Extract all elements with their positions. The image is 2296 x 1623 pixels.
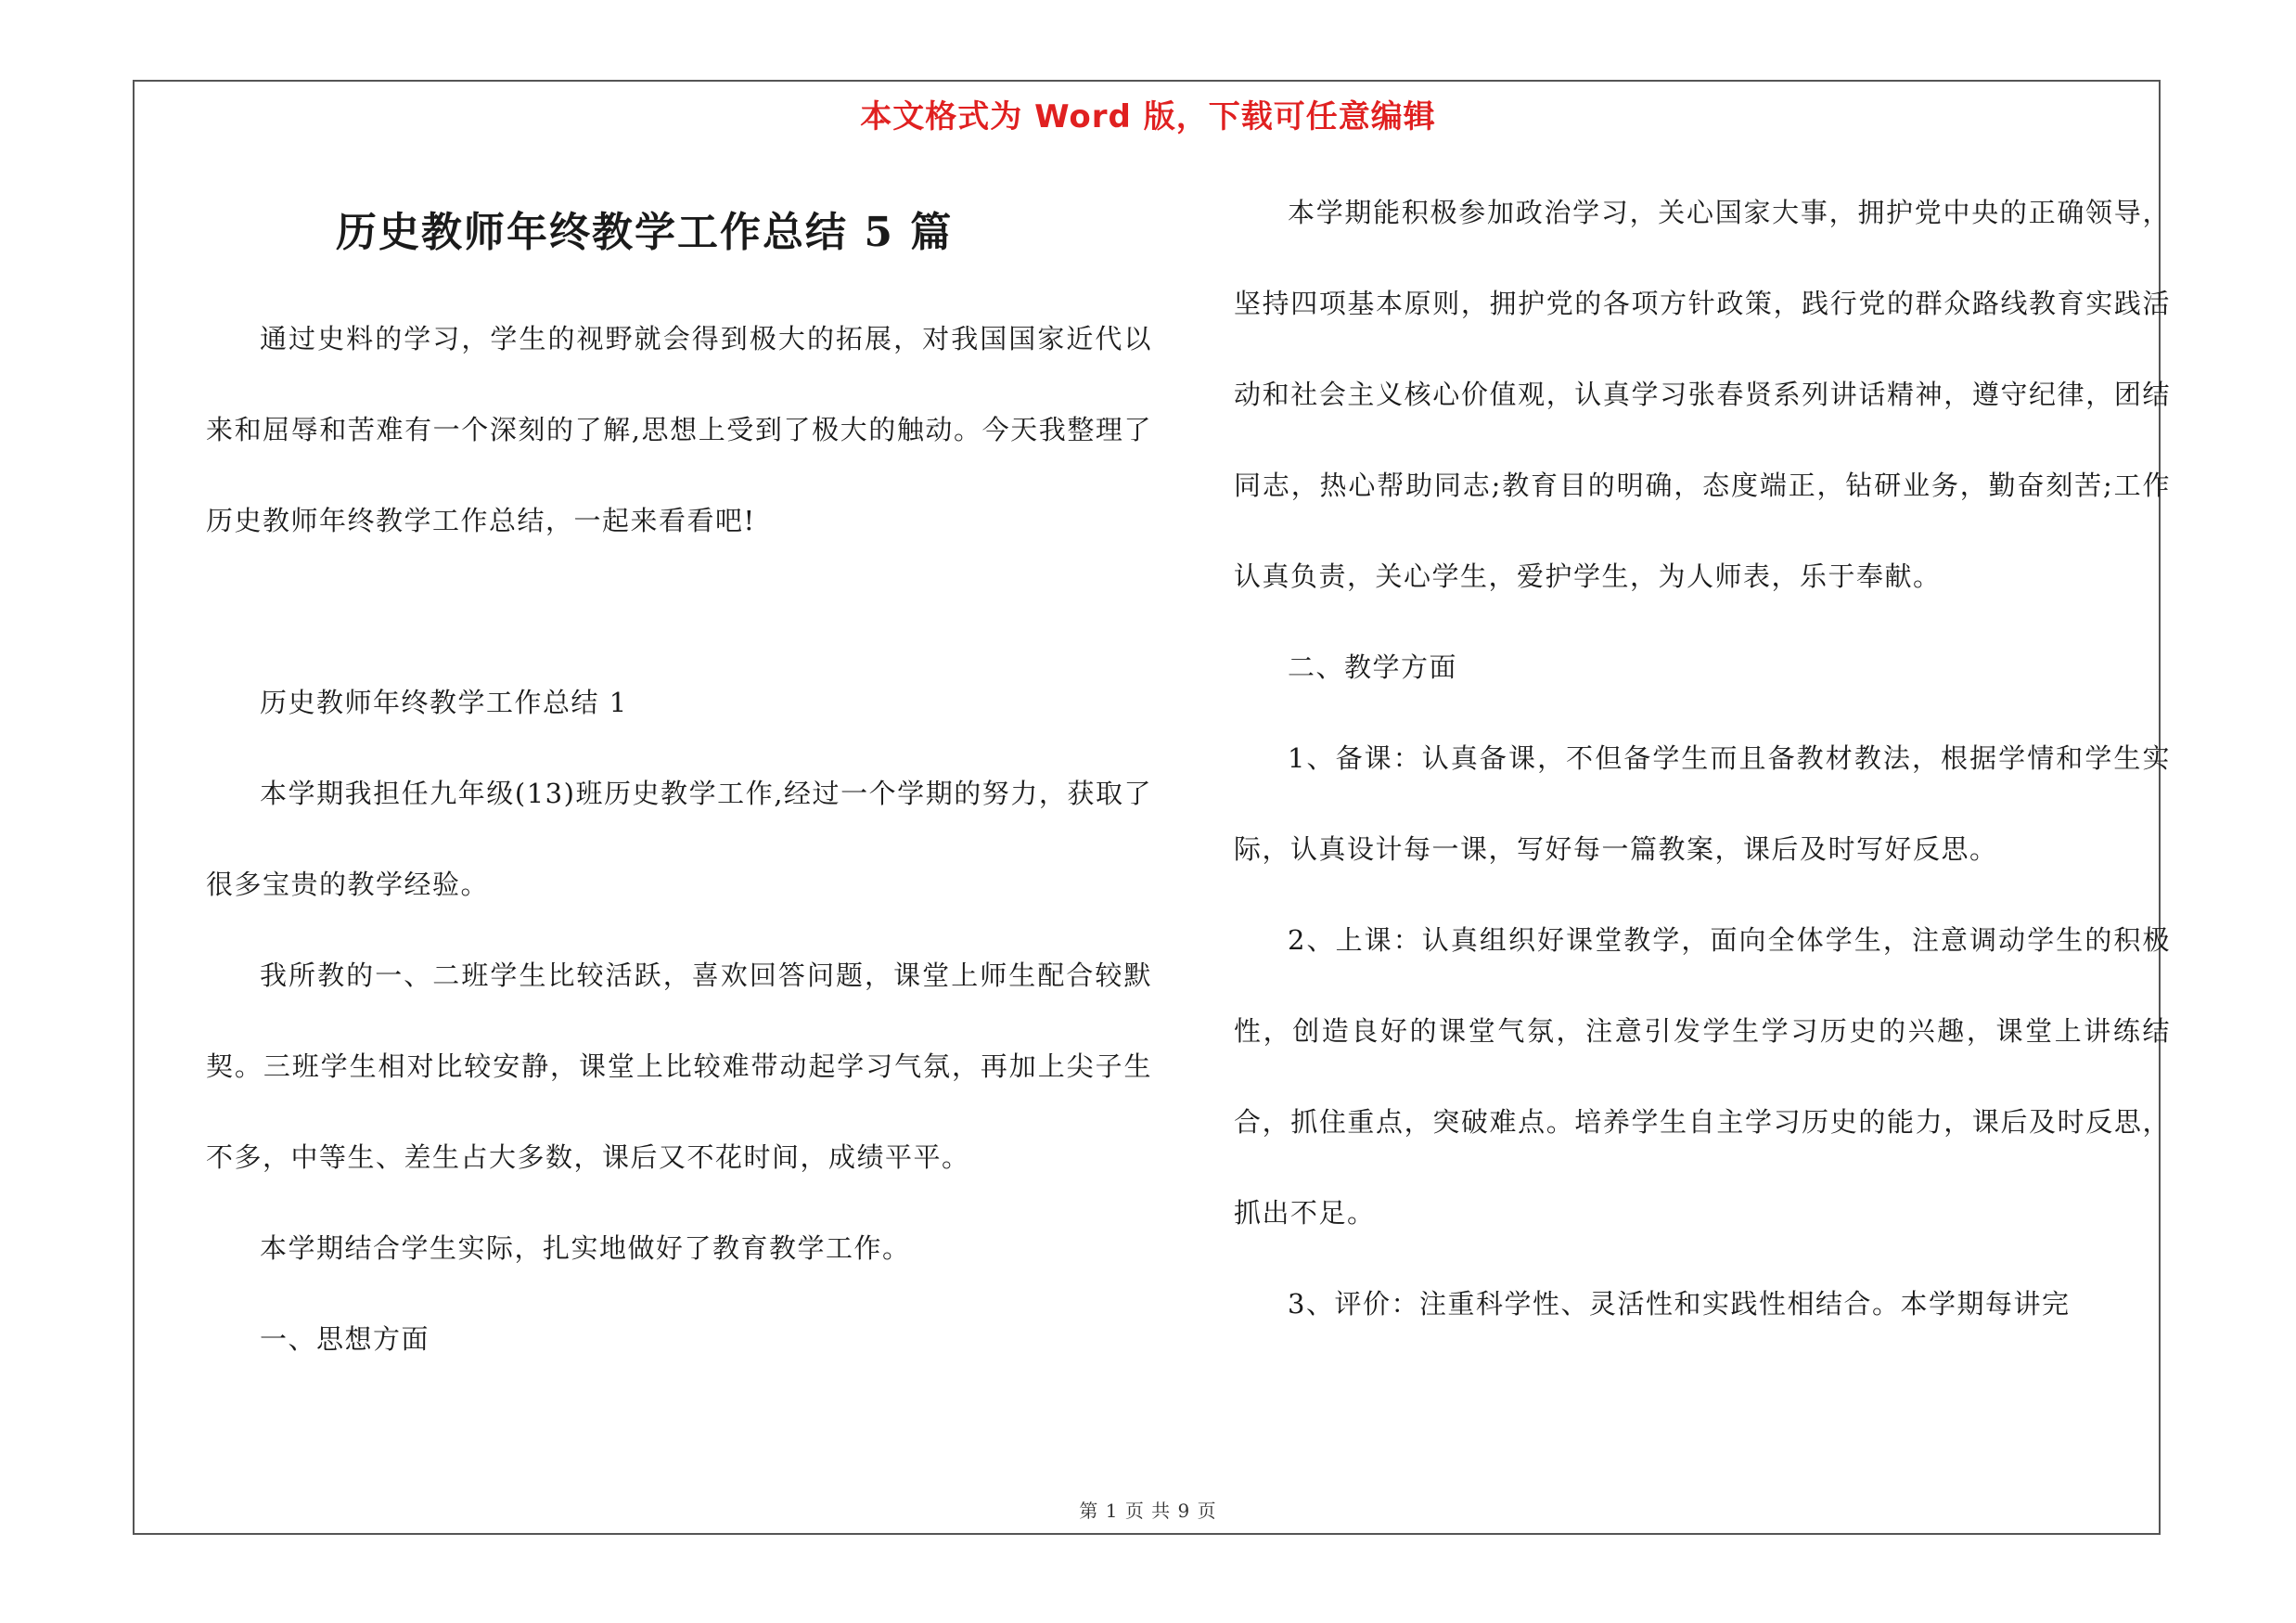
spacer bbox=[206, 566, 1152, 657]
page-number: 第 1 页 共 9 页 bbox=[1079, 1500, 1217, 1522]
subsection-heading: 二、教学方面 bbox=[1288, 651, 1458, 683]
subsection-heading: 一、思想方面 bbox=[260, 1323, 430, 1355]
list-item: 2、上课：认真组织好课堂教学，面向全体学生，注意调动学生的积极性，创造良好的课堂气氛，注意引发学生学习历史的兴趣，课堂上讲练结合，抓住重点，突破难点。培养学生自主学习历史的能力，课后及时反思，抓出不足。 bbox=[1234, 924, 2171, 1229]
format-banner: 本文格式为 Word 版，下载可任意编辑 bbox=[860, 98, 1436, 135]
body-paragraph: 本学期结合学生实际，扎实地做好了教育教学工作。 bbox=[260, 1232, 911, 1264]
right-column bbox=[1234, 167, 2171, 1349]
body-paragraph: 本学期能积极参加政治学习，关心国家大事，拥护党中央的正确领导，坚持四项基本原则，拥护党的各项方针政策，践行党的群众路线教育实践活动和社会主义核心价值观，认真学习张春贤系列讲话精神，遵守纪律，团结同志，热心帮助同志;教育目的明确，态度端正，钻研业务，勤奋刻苦;工作认真负责，关心学生，爱护学生，为人师表，乐于奉献。 bbox=[1234, 197, 2171, 592]
list-item: 3、评价：注重科学性、灵活性和实践性相结合。本学期每讲完 bbox=[1288, 1288, 2071, 1320]
list-item: 1、备课：认真备课，不但备学生而且备教材教法，根据学情和学生实际，认真设计每一课，写好每一篇教案，课后及时写好反思。 bbox=[1234, 742, 2171, 865]
body-paragraph: 我所教的一、二班学生比较活跃，喜欢回答问题，课堂上师生配合较默契。三班学生相对比较安静，课堂上比较难带动起学习气氛，再加上尖子生不多，中等生、差生占大多数，课后又不花时间，成绩平平。 bbox=[206, 960, 1152, 1173]
left-column bbox=[206, 173, 1152, 1385]
document-title: 历史教师年终教学工作总结 5 篇 bbox=[336, 209, 954, 256]
section-heading: 历史教师年终教学工作总结 1 bbox=[260, 687, 628, 718]
intro-paragraph: 通过史料的学习，学生的视野就会得到极大的拓展，对我国国家近代以来和屈辱和苦难有一个深刻的了解,思想上受到了极大的触动。今天我整理了历史教师年终教学工作总结，一起来看看吧! bbox=[206, 323, 1152, 536]
body-paragraph: 本学期我担任九年级(13)班历史教学工作,经过一个学期的努力，获取了很多宝贵的教学经验。 bbox=[206, 778, 1152, 900]
